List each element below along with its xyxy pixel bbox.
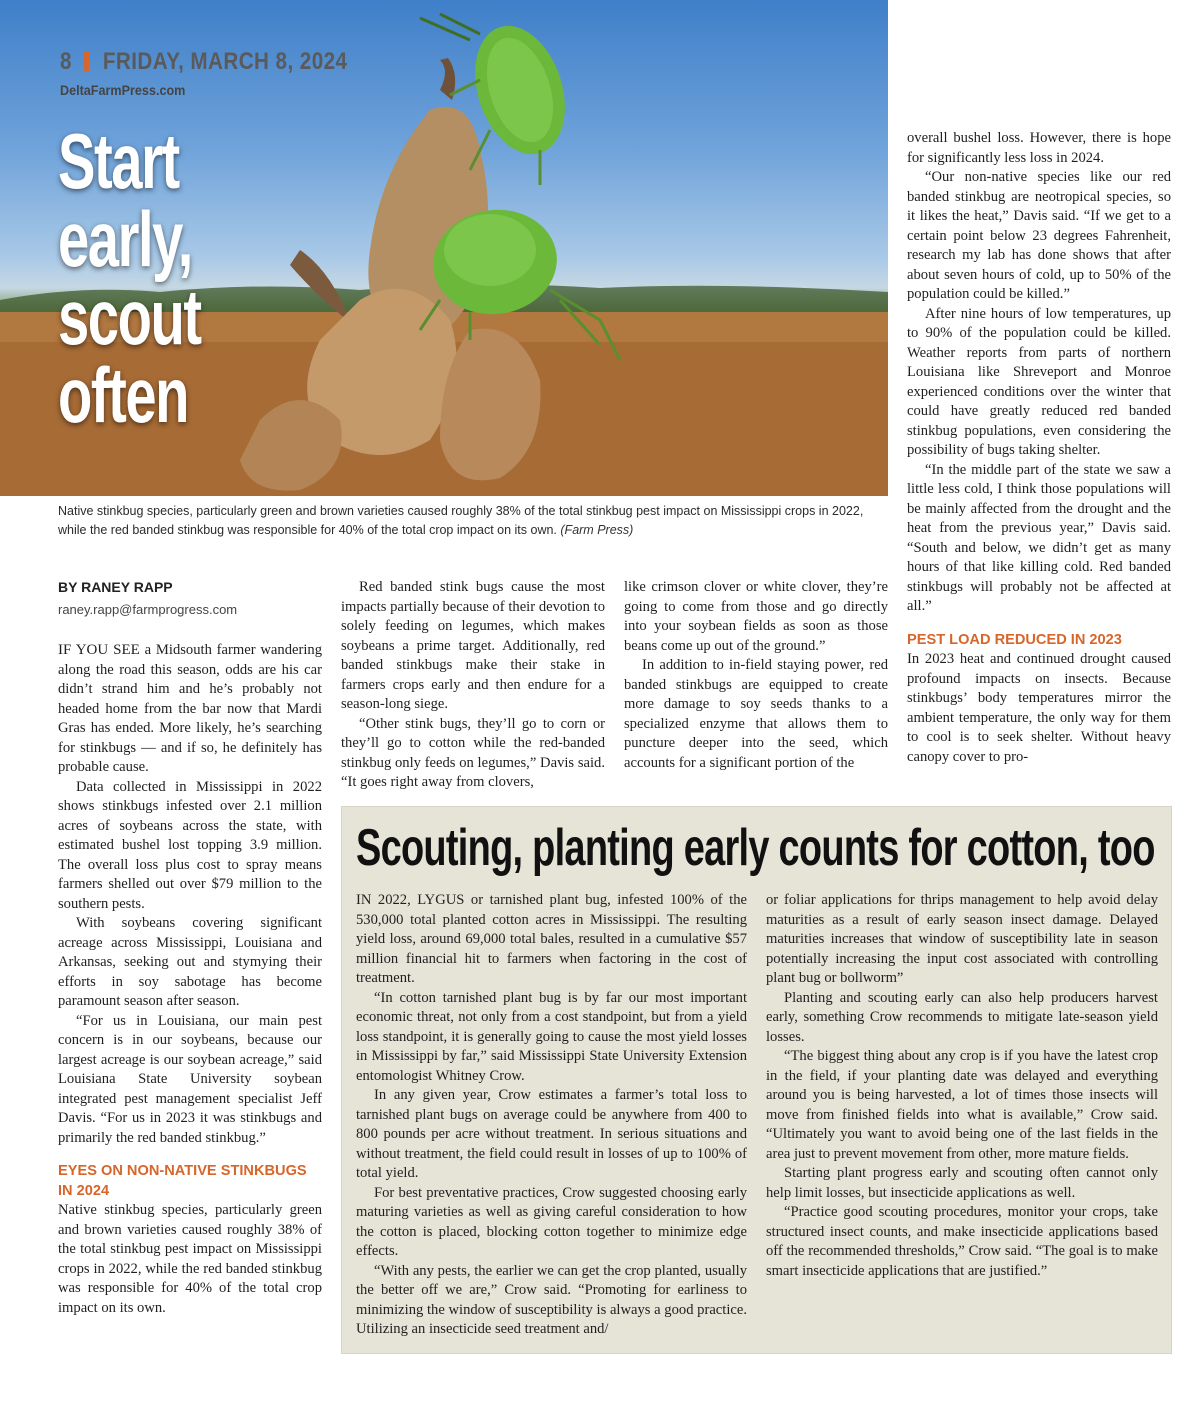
paragraph: Starting plant progress early and scouting often cannot only help limit losses, but insecticide applications as well. xyxy=(766,1165,1158,1201)
article-headline xyxy=(58,117,209,439)
paragraph: “Practice good scouting procedures, monitor your crops, take structured insect counts, and make insecticide applications based off the recommended thresholds,” Crow said. “The goal is to make smart insecticide applications that are justified.” xyxy=(766,1204,1158,1279)
headline-line-3: scout xyxy=(58,273,201,361)
page-folio xyxy=(60,48,347,76)
paragraph: “For us in Louisiana, our main pest concern is in our soybeans, because our largest acreage is our soybean acreage,” said Louisiana State University soybean integrated pest management specialist Jeff Davis. “For us in 2023 it was stinkbugs and primarily the red banded stinkbug.” xyxy=(58,1012,322,1146)
paragraph: IN 2022, LYGUS or tarnished plant bug, infested 100% of the 530,000 total planted cotton acres in Mississippi. The resulting yield loss, around 69,000 total bales, resulted in a cumulative $57 million financial hit to farmers when factoring in the cost of treatment. xyxy=(356,892,747,986)
article-column-4 xyxy=(907,129,1171,767)
author-email: raney.rapp@farmprogress.com xyxy=(58,601,238,617)
folio-divider xyxy=(84,51,89,71)
paragraph: or foliar applications for thrips management to help avoid delay maturities as a result of early season insect damage. Delayed maturities increases that window of susceptibility late in season potentially increasing the input cost associated with controlling plant bug or bollworm” xyxy=(766,892,1158,986)
paragraph: overall bushel loss. However, there is hope for significantly less loss in 2024. xyxy=(907,130,1171,166)
paragraph: “The biggest thing about any crop is if you have the latest crop in the field, if your planting date was delayed and everything around you is being harvested, a lot of times those insects will move from finished fields into what is available,” Crow said. “Ultimately you want to avoid being one of the last fields in the area just to prevent movement from other, more mature fields. xyxy=(766,1048,1158,1162)
paragraph: After nine hours of low temperatures, up to 90% of the population could be killed. Weather reports from parts of northern Louisiana like Shreveport and Monroe experienced conditions over the winter that could have greatly reduced red banded stinkbug populations, even considering the possibility of bugs taking shelter. xyxy=(907,305,1171,458)
cotton-sidebar xyxy=(341,806,1172,1354)
page-number: 8 xyxy=(60,48,72,75)
lead-caps: IF YOU SEE xyxy=(58,642,140,658)
paragraph: With soybeans covering significant acreage across Mississippi, Louisiana and Arkansas, seeking out and stymying their efforts in soy sabotage has become paramount season after season. xyxy=(58,915,322,1009)
subhead-pest-load: PEST LOAD REDUCED IN 2023 xyxy=(907,631,1122,648)
article-column-1 xyxy=(58,578,322,1318)
caption-credit: (Farm Press) xyxy=(560,523,634,537)
paragraph: “Other stink bugs, they’ll go to corn or they’ll go to cotton while the red-banded stinkbug only feeds on legumes,” Davis said. “It goes right away from clovers, xyxy=(341,715,605,790)
caption-text: Native stinkbug species, particularly green and brown varieties caused roughly 38% of the total stinkbug pest impact on Mississippi crops in 2022, while the red banded stinkbug was responsible for 40% of the total crop impact on its own. xyxy=(58,504,864,537)
paragraph: For best preventative practices, Crow suggested choosing early maturing varieties as well as giving careful consideration to how the cotton is placed, blocking cotton together to minimize edge effects. xyxy=(356,1184,747,1259)
paragraph: “Our non-native species like our red banded stinkbug are neotropical species, so it likes the heat,” Davis said. “If we get to a certain point below 23 degrees Fahrenheit, research my lab has done shows that after about seven hours of cold, up to 50% of the population could be killed.” xyxy=(907,169,1171,302)
headline-line-2: early, xyxy=(58,195,192,283)
byline: BY RANEY RAPP xyxy=(58,579,173,595)
sidebar-title: Scouting, planting early counts for cotton, too xyxy=(356,819,1155,877)
article-column-3 xyxy=(624,578,888,773)
paragraph: Planting and scouting early can also help producers harvest early, something Crow recommends to mitigate late-season yield losses. xyxy=(766,989,1158,1045)
paragraph: Data collected in Mississippi in 2022 shows stinkbugs infested over 2.1 million acres of soybeans across the state, with estimated bushel lost topping 3.9 million. The overall loss plus cost to spray means farmers shelled out over $79 million to the southern pests. xyxy=(58,778,322,912)
paragraph: In any given year, Crow estimates a farmer’s total loss to tarnished plant bugs on average could be anywhere from 400 to 800 pounds per acre without treatment. In serious situations and without treatment, the field could result in losses of up to 100% of total yield. xyxy=(356,1087,747,1181)
sidebar-column-1 xyxy=(356,891,747,1340)
site-url: DeltaFarmPress.com xyxy=(60,82,186,98)
paragraph: like crimson clover or white clover, they’re going to come from those and go directly into your soybean fields as soon as those beans come up out of the ground.” xyxy=(624,579,888,654)
paragraph: In addition to in-field staying power, red banded stinkbugs are equipped to create more damage to soy seeds thanks to a specialized enzyme that allows them to puncture deeper into the seed, which accounts for a significant portion of the xyxy=(624,657,888,771)
headline-line-4: often xyxy=(58,351,189,439)
subhead-non-native: EYES ON NON-NATIVE STINKBUGS IN 2024 xyxy=(58,1163,307,1199)
article-column-2 xyxy=(341,578,605,793)
lead-text: a Midsouth farmer wandering along the road this season, odds are his car didn’t strand him and he’s probably not headed home from the bar now that Mardi Gras has ended. More likely, he’s searching for stinkbugs — and if so, he definitely has probable cause. xyxy=(58,642,322,775)
lead-paragraph xyxy=(58,641,322,778)
photo-caption xyxy=(58,502,888,540)
paragraph: “With any pests, the earlier we can get the crop planted, usually the better off we are,” Crow said. “Promoting for earliness to minimizing the window of susceptibility is always a good practice. Utilizing an insecticide seed treatment and/ xyxy=(356,1262,747,1337)
paragraph: “In cotton tarnished plant bug is by far our most important economic threat, not only from a cost standpoint, but from a yield loss standpoint, it is generally going to cause the most yield losses in Mississippi by far,” said Mississippi State University Extension entomologist Whitney Crow. xyxy=(356,989,747,1084)
issue-date: FRIDAY, MARCH 8, 2024 xyxy=(102,48,348,75)
sidebar-column-2 xyxy=(766,891,1158,1281)
hero-photo xyxy=(0,0,888,496)
paragraph: Red banded stink bugs cause the most impacts partially because of their devotion to solely feeding on legumes, which makes soybeans a prime target. Additionally, red banded stinkbugs make their stake in farmers crops early and then endure for a season-long siege. xyxy=(341,579,605,712)
headline-line-1: Start xyxy=(58,117,179,205)
paragraph: “In the middle part of the state we saw a little less cold, I think those populations will be mainly affected from the drought and the heat from the previous year,” Davis said. “South and below, we didn’t get as many hours of that like killing cold. Red banded stinkbugs will probably not be affected at all.” xyxy=(907,461,1171,614)
paragraph: Native stinkbug species, particularly green and brown varieties caused roughly 38% of the total stinkbug pest impact on Mississippi crops in 2022, while the red banded stinkbug was responsible for 40% of the total crop impact on its own. xyxy=(58,1202,322,1316)
paragraph: In 2023 heat and continued drought caused profound impacts on insects. Because stinkbugs’ body temperatures mirror the ambient temperature, the only way for them to cool is to seek shelter. Without heavy canopy cover to pro- xyxy=(907,651,1171,765)
